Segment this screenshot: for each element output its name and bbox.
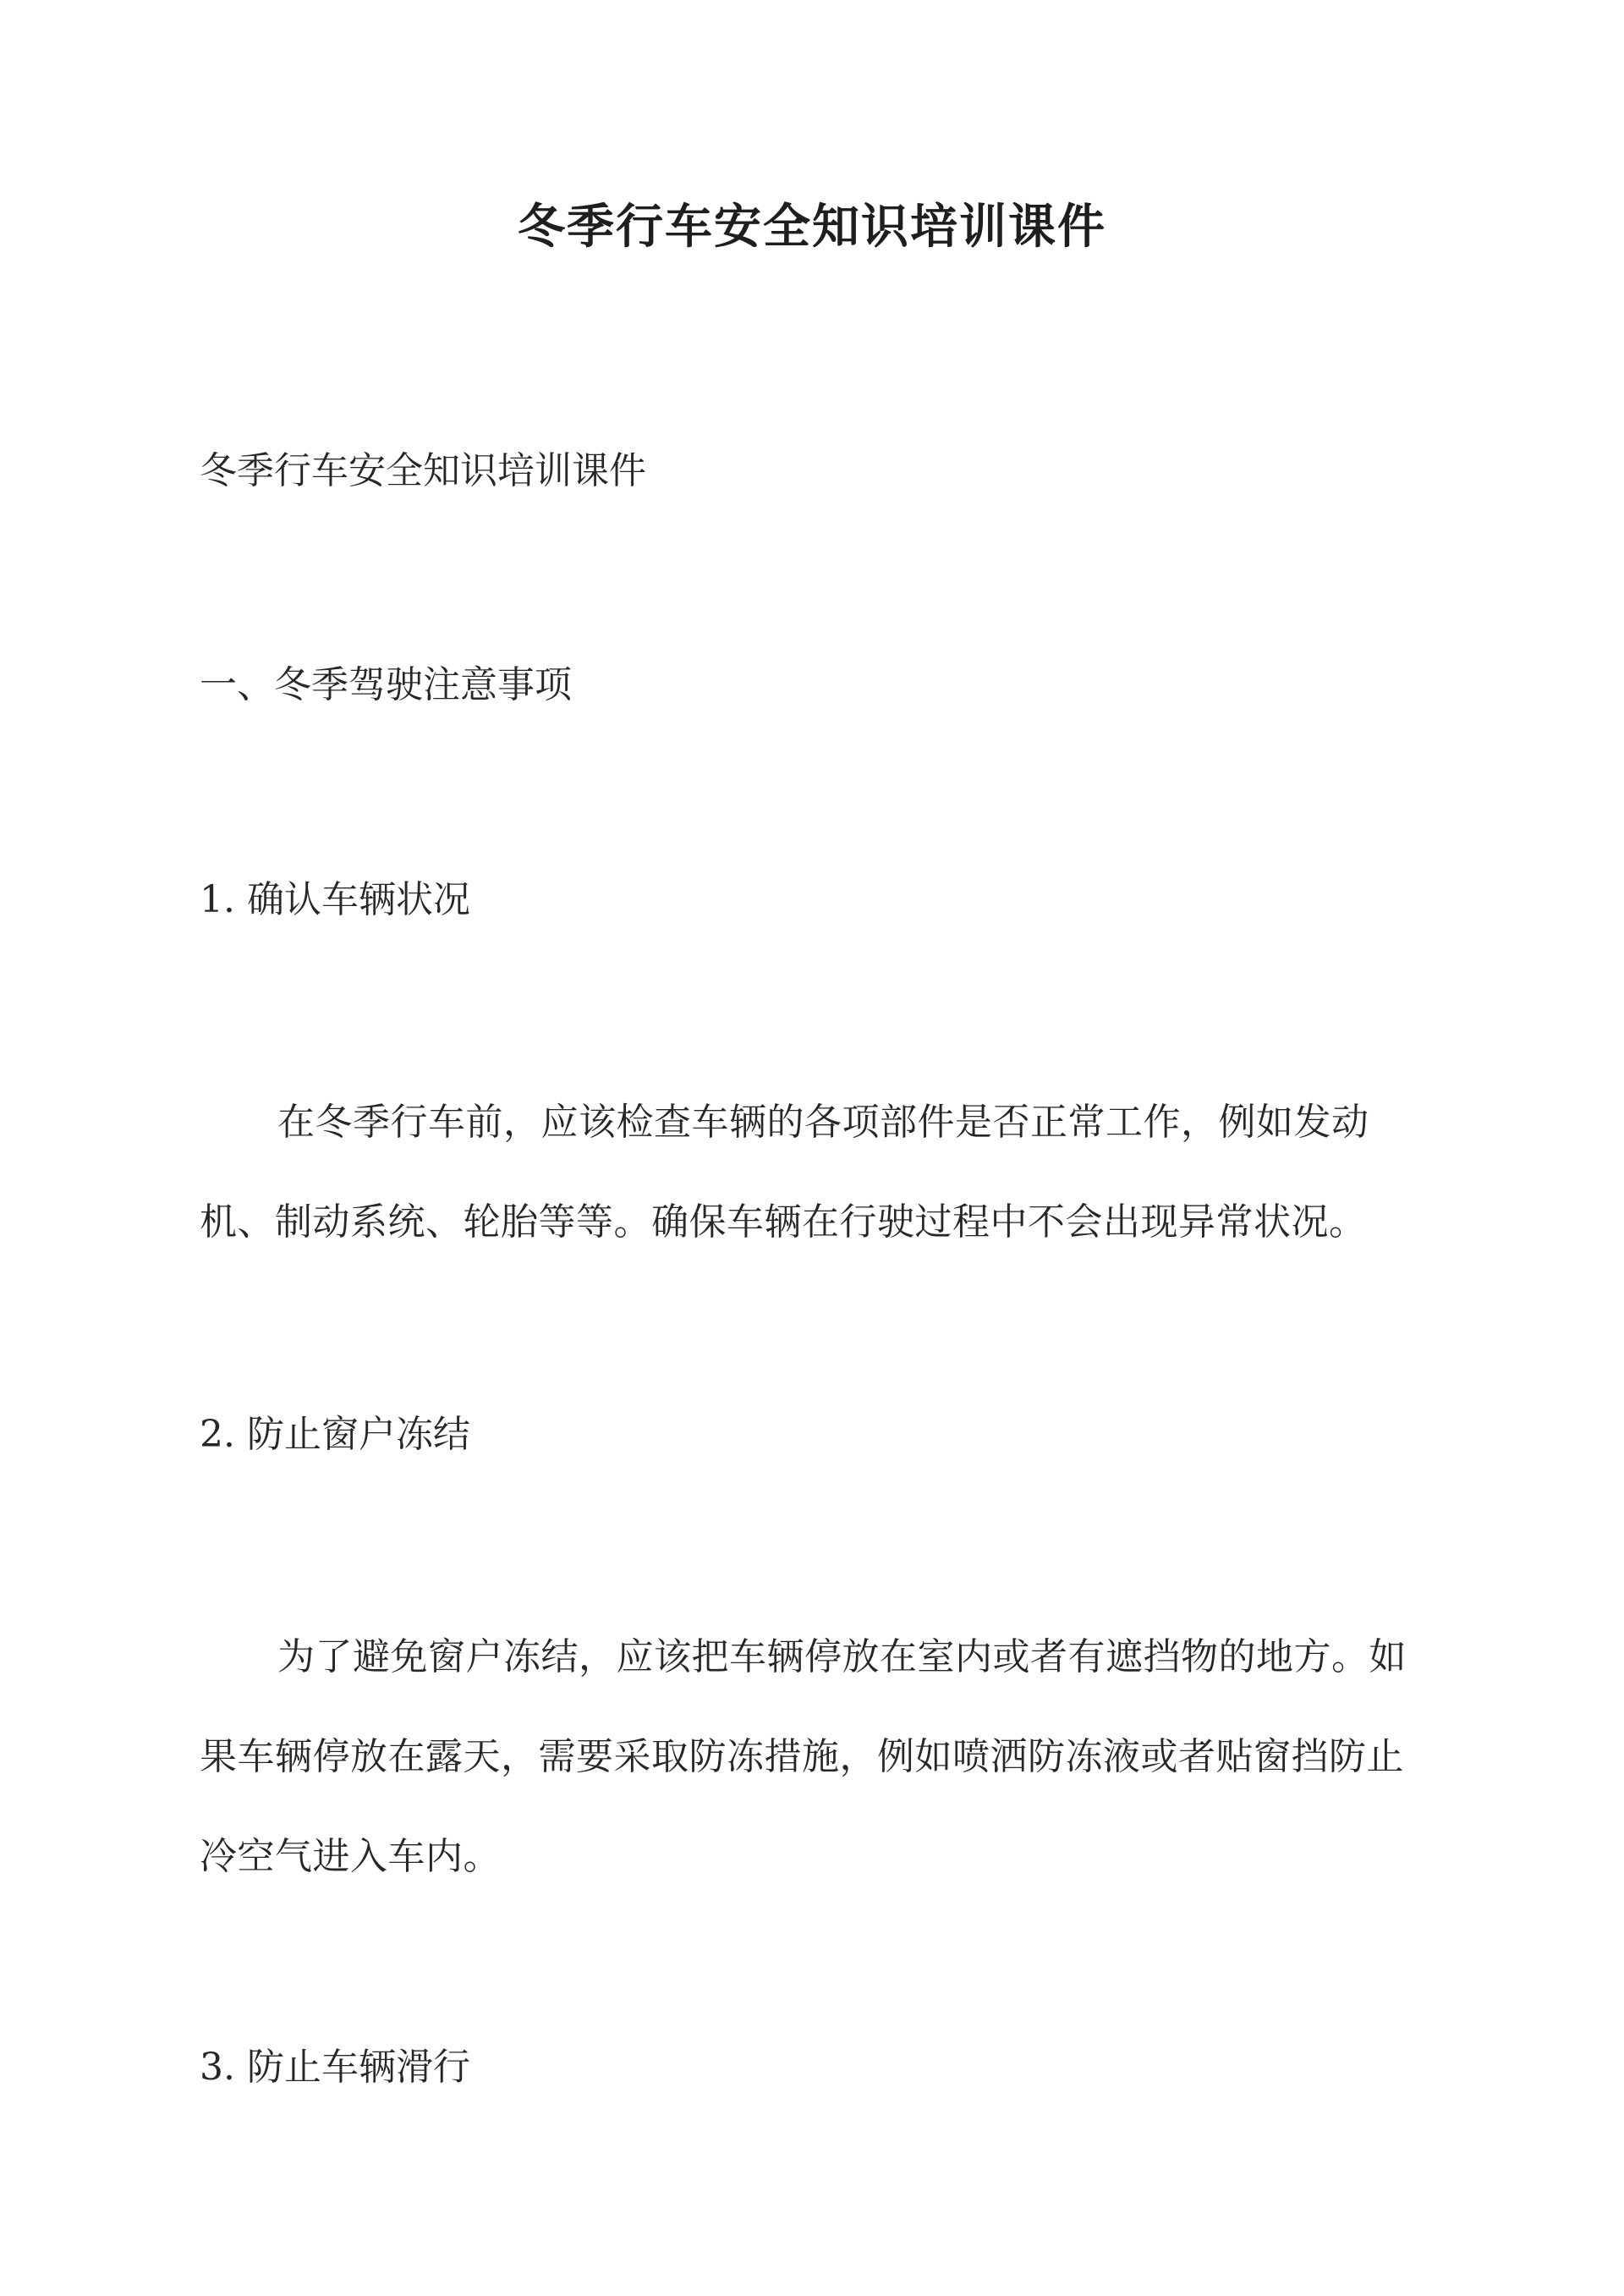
- section-heading-1: 一、冬季驾驶注意事项: [200, 663, 572, 706]
- item-heading-1: 1. 确认车辆状况: [200, 878, 470, 921]
- item-body-1: 在冬季行车前，应该检查车辆的各项部件是否正常工作，例如发动机、制动系统、轮胎等等。确保车辆在行驶过程中不会出现异常状况。: [200, 1101, 1369, 1244]
- document-title: 冬季行车安全知识培训课件: [518, 199, 1106, 255]
- document-subtitle: 冬季行车安全知识培训课件: [200, 449, 646, 492]
- item-heading-2: 2. 防止窗户冻结: [200, 1413, 470, 1456]
- item-heading-3: 3. 防止车辆滑行: [200, 2046, 470, 2089]
- item-body-2: 为了避免窗户冻结，应该把车辆停放在室内或者有遮挡物的地方。如果车辆停放在露天，需要采取防冻措施，例如喷洒防冻液或者贴窗挡防止冷空气进入车内。: [200, 1635, 1407, 1878]
